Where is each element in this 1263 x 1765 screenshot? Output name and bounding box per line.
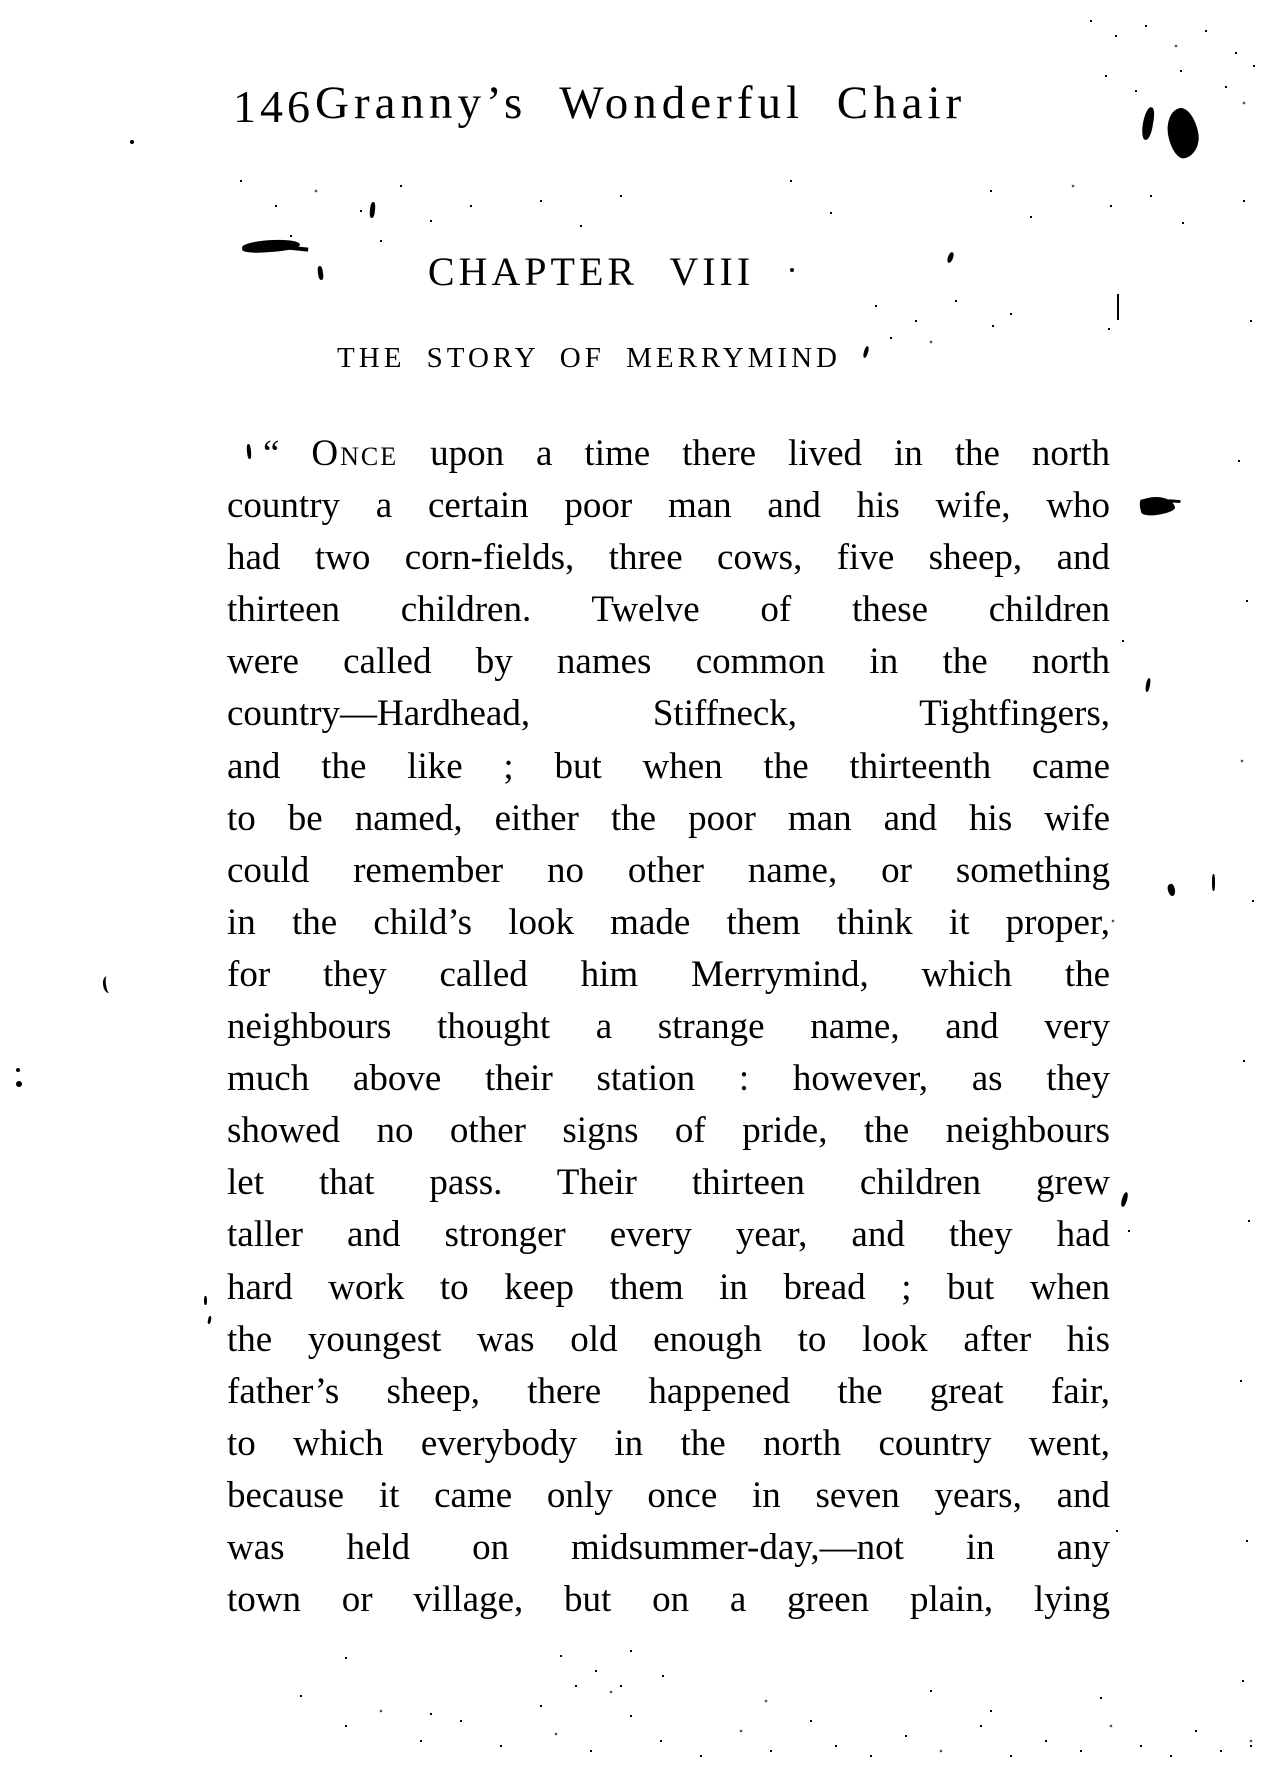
paragraph-line: thirteen children. Twelve of these children: [227, 589, 1110, 631]
paragraph-line: much above their station : however, as they: [227, 1058, 1110, 1100]
speckle-field-right-inner: [1100, 320, 1102, 322]
running-header-title: Granny’s Wonderful Chair: [315, 77, 967, 129]
paragraph-line: had two corn-fields, three cows, five sheep, and: [227, 537, 1110, 579]
paragraph-line: to be named, either the poor man and his wife: [227, 797, 1110, 839]
paragraph-line: could remember no other name, or something: [227, 849, 1110, 891]
speckle-field-right-edge: [1238, 200, 1240, 202]
paragraph-line: showed no other signs of pride, the neighbours: [227, 1110, 1110, 1152]
smudge-under-header: [242, 238, 301, 254]
paragraph-line: neighbours thought a strange name, and very: [227, 1006, 1110, 1048]
paragraph-line: hard work to keep them in bread ; but when: [227, 1266, 1110, 1308]
scan-speck: [862, 346, 869, 359]
margin-mark: [1166, 883, 1177, 897]
scan-speck: [130, 140, 134, 144]
paragraph-line: in the child’s look made them think it proper,: [227, 901, 1110, 943]
scan-speck-tick: [317, 266, 324, 281]
chapter-heading: CHAPTER VIII: [427, 249, 755, 294]
first-line-rest: upon a time there lived in the north: [398, 433, 1110, 474]
scan-line-fragment: [1117, 294, 1119, 320]
paragraph-line: country—Hardhead, Stiffneck, Tightfingers,: [227, 693, 1110, 735]
speckle-field-heading: [860, 295, 862, 297]
paragraph-line: father’s sheep, there happened the great fair,: [227, 1370, 1110, 1412]
paragraph-line: was held on midsummer-day,—not in any: [227, 1526, 1110, 1568]
left-margin-mark: [16, 1068, 20, 1072]
first-word-smallcaps: Once: [311, 433, 399, 474]
ink-blot-small: [1140, 106, 1155, 140]
speckle-field-under-text: [550, 1645, 552, 1647]
paragraph-line-first: [227, 428, 1110, 480]
speckle-field-top-right: [1085, 10, 1087, 12]
ink-blot-large: [1164, 106, 1203, 161]
margin-mark: [1145, 678, 1151, 692]
paragraph-line: because it came only once in seven years, and: [227, 1474, 1110, 1516]
scan-speck-tick: [369, 202, 376, 218]
paragraph-line: were called by names common in the north: [227, 641, 1110, 683]
opening-quote: “: [263, 433, 312, 474]
margin-mark: [1120, 1192, 1129, 1208]
left-margin-mark: [204, 1296, 207, 1305]
paragraph-line: and the like ; but when the thirteenth came: [227, 745, 1110, 787]
paragraph-line: taller and stronger every year, and they had: [227, 1214, 1110, 1256]
page-number: 146: [233, 81, 314, 132]
paragraph-line: country a certain poor man and his wife, who: [227, 485, 1110, 527]
chapter-subheading: THE STORY OF MERRYMIND: [337, 342, 841, 374]
ink-mark-line1: [1138, 492, 1176, 519]
margin-mark: [1212, 874, 1215, 891]
paragraph-line: let that pass. Their thirteen children grew: [227, 1162, 1110, 1204]
left-margin-mark: [102, 975, 114, 993]
paragraph-line: to which everybody in the north country went,: [227, 1422, 1110, 1464]
paragraph-line: for they called him Merrymind, which the: [227, 953, 1110, 995]
left-margin-mark: [207, 1316, 212, 1324]
story-paragraph: [227, 428, 1110, 1626]
paragraph-line: the youngest was old enough to look after his: [227, 1318, 1110, 1360]
scan-speck: [946, 251, 954, 263]
speckle-field-header: [230, 150, 232, 152]
paragraph-line: town or village, but on a green plain, lying: [227, 1579, 1110, 1621]
scan-speck: [790, 268, 794, 272]
speckle-field-bottom: [290, 1655, 292, 1657]
